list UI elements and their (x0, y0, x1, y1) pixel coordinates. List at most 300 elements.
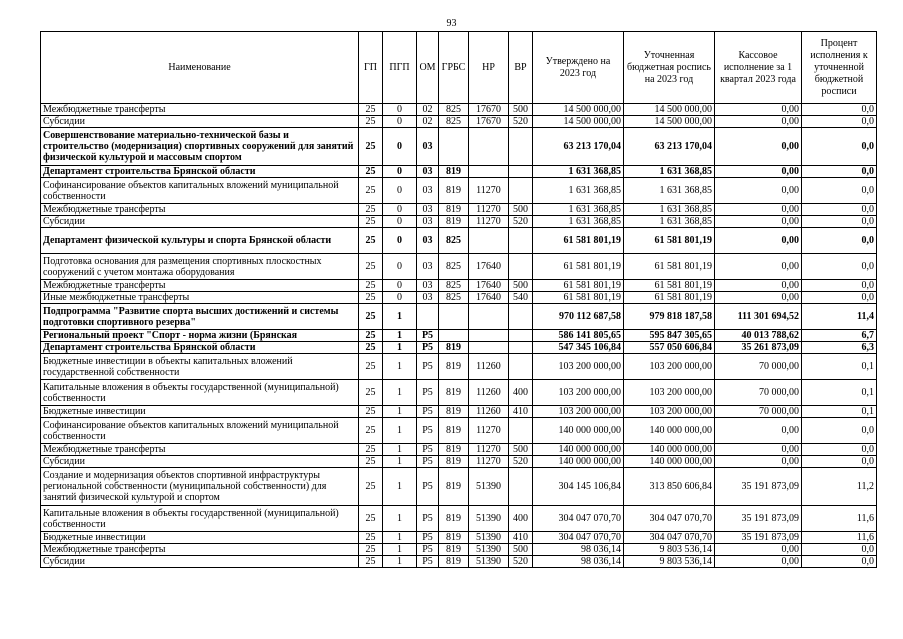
cell-pgp: 1 (383, 406, 417, 418)
cell-om: P5 (417, 468, 439, 506)
cell-gp: 25 (359, 380, 383, 406)
cell-grbs (439, 330, 469, 342)
cell-name: Межбюджетные трансферты (41, 544, 359, 556)
cell-refined: 1 631 368,85 (624, 216, 715, 228)
cell-refined: 61 581 801,19 (624, 254, 715, 280)
cell-om: 03 (417, 280, 439, 292)
cell-cash: 40 013 788,62 (715, 330, 802, 342)
cell-grbs: 819 (439, 444, 469, 456)
cell-om: P5 (417, 418, 439, 444)
table-row (41, 280, 877, 292)
cell-approved: 61 581 801,19 (533, 254, 624, 280)
cell-gp: 25 (359, 444, 383, 456)
cell-approved: 970 112 687,58 (533, 304, 624, 330)
cell-cash: 0,00 (715, 204, 802, 216)
cell-om: 03 (417, 254, 439, 280)
cell-name: Региональный проект "Спорт - норма жизни (Брянская (41, 330, 359, 342)
cell-np (469, 342, 509, 354)
table-row (41, 254, 877, 280)
cell-pgp: 0 (383, 292, 417, 304)
cell-name: Департамент строительства Брянской области (41, 342, 359, 354)
cell-grbs (439, 304, 469, 330)
cell-gp: 25 (359, 406, 383, 418)
cell-name: Софинансирование объектов капитальных вложений муниципальной собственности (41, 178, 359, 204)
cell-percent: 0,0 (802, 104, 877, 116)
cell-refined: 61 581 801,19 (624, 280, 715, 292)
cell-percent: 0,0 (802, 228, 877, 254)
cell-np: 51390 (469, 532, 509, 544)
cell-pgp: 1 (383, 544, 417, 556)
cell-gp: 25 (359, 354, 383, 380)
cell-grbs: 819 (439, 178, 469, 204)
cell-approved: 547 345 106,84 (533, 342, 624, 354)
cell-om: 02 (417, 116, 439, 128)
cell-percent: 0,0 (802, 456, 877, 468)
header-cash: Кассовое исполнение за 1 квартал 2023 года (715, 32, 802, 104)
cell-name: Бюджетные инвестиции в объекты капитальных вложений государственной собственности (41, 354, 359, 380)
cell-approved: 1 631 368,85 (533, 204, 624, 216)
cell-grbs: 825 (439, 254, 469, 280)
cell-approved: 1 631 368,85 (533, 216, 624, 228)
cell-percent: 0,0 (802, 128, 877, 166)
cell-gp: 25 (359, 128, 383, 166)
cell-cash: 0,00 (715, 456, 802, 468)
table-row (41, 116, 877, 128)
cell-refined: 557 050 606,84 (624, 342, 715, 354)
cell-pgp: 1 (383, 506, 417, 532)
cell-pgp: 1 (383, 556, 417, 568)
cell-cash: 70 000,00 (715, 380, 802, 406)
cell-cash: 35 191 873,09 (715, 506, 802, 532)
cell-approved: 586 141 805,65 (533, 330, 624, 342)
cell-grbs: 825 (439, 104, 469, 116)
cell-vr: 520 (509, 456, 533, 468)
table-row (41, 342, 877, 354)
cell-np: 51390 (469, 544, 509, 556)
cell-cash: 0,00 (715, 216, 802, 228)
cell-om: 03 (417, 178, 439, 204)
cell-om: 02 (417, 104, 439, 116)
cell-vr (509, 330, 533, 342)
cell-gp: 25 (359, 556, 383, 568)
cell-name: Подпрограмма "Развитие спорта высших достижений и системы подготовки спортивного резерва" (41, 304, 359, 330)
cell-gp: 25 (359, 204, 383, 216)
cell-pgp: 0 (383, 178, 417, 204)
cell-gp: 25 (359, 342, 383, 354)
cell-grbs: 825 (439, 116, 469, 128)
cell-refined: 61 581 801,19 (624, 292, 715, 304)
cell-pgp: 0 (383, 216, 417, 228)
cell-approved: 61 581 801,19 (533, 280, 624, 292)
cell-om: P5 (417, 556, 439, 568)
cell-gp: 25 (359, 330, 383, 342)
cell-approved: 14 500 000,00 (533, 116, 624, 128)
cell-refined: 140 000 000,00 (624, 444, 715, 456)
cell-approved: 103 200 000,00 (533, 354, 624, 380)
cell-np (469, 128, 509, 166)
header-approved: Утверждено на 2023 год (533, 32, 624, 104)
table-row (41, 506, 877, 532)
cell-grbs: 819 (439, 380, 469, 406)
cell-grbs: 819 (439, 544, 469, 556)
cell-percent: 0,0 (802, 178, 877, 204)
header-name: Наименование (41, 32, 359, 104)
cell-name: Межбюджетные трансферты (41, 444, 359, 456)
cell-grbs (439, 128, 469, 166)
table-row (41, 556, 877, 568)
table-row (41, 532, 877, 544)
cell-grbs: 819 (439, 166, 469, 178)
cell-np: 17640 (469, 254, 509, 280)
cell-refined: 103 200 000,00 (624, 380, 715, 406)
cell-percent: 11,2 (802, 468, 877, 506)
cell-name: Межбюджетные трансферты (41, 104, 359, 116)
cell-grbs: 819 (439, 216, 469, 228)
cell-np (469, 228, 509, 254)
cell-cash: 0,00 (715, 116, 802, 128)
header-gp: ГП (359, 32, 383, 104)
cell-pgp: 1 (383, 532, 417, 544)
cell-approved: 98 036,14 (533, 544, 624, 556)
table-row (41, 354, 877, 380)
table-row (41, 380, 877, 406)
cell-gp: 25 (359, 254, 383, 280)
cell-approved: 14 500 000,00 (533, 104, 624, 116)
cell-percent: 0,1 (802, 354, 877, 380)
header-refined: Уточненная бюджетная роспись на 2023 год (624, 32, 715, 104)
cell-pgp: 0 (383, 128, 417, 166)
cell-percent: 0,0 (802, 280, 877, 292)
cell-cash: 0,00 (715, 254, 802, 280)
cell-om: P5 (417, 506, 439, 532)
table-row (41, 544, 877, 556)
cell-refined: 9 803 536,14 (624, 544, 715, 556)
cell-pgp: 1 (383, 418, 417, 444)
cell-vr: 520 (509, 556, 533, 568)
header-grbs: ГРБС (439, 32, 469, 104)
cell-om: 03 (417, 228, 439, 254)
cell-cash: 0,00 (715, 556, 802, 568)
cell-om: P5 (417, 444, 439, 456)
cell-approved: 304 047 070,70 (533, 506, 624, 532)
cell-om: 03 (417, 292, 439, 304)
cell-name: Департамент строительства Брянской области (41, 166, 359, 178)
cell-cash: 0,00 (715, 280, 802, 292)
cell-np: 51390 (469, 468, 509, 506)
table-row (41, 456, 877, 468)
cell-cash: 70 000,00 (715, 406, 802, 418)
cell-vr (509, 178, 533, 204)
cell-pgp: 1 (383, 304, 417, 330)
cell-percent: 11,6 (802, 506, 877, 532)
cell-grbs: 825 (439, 228, 469, 254)
cell-np: 17640 (469, 292, 509, 304)
cell-vr: 500 (509, 104, 533, 116)
cell-grbs: 819 (439, 204, 469, 216)
cell-vr: 410 (509, 532, 533, 544)
cell-pgp: 1 (383, 468, 417, 506)
cell-approved: 140 000 000,00 (533, 444, 624, 456)
cell-grbs: 819 (439, 406, 469, 418)
cell-percent: 0,0 (802, 216, 877, 228)
table-body (41, 104, 877, 568)
cell-grbs: 825 (439, 280, 469, 292)
cell-om (417, 304, 439, 330)
cell-percent: 0,0 (802, 418, 877, 444)
cell-vr (509, 354, 533, 380)
table-row (41, 292, 877, 304)
cell-cash: 111 301 694,52 (715, 304, 802, 330)
cell-vr: 520 (509, 216, 533, 228)
header-percent: Процент исполнения к уточненной бюджетной росписи (802, 32, 877, 104)
cell-approved: 61 581 801,19 (533, 292, 624, 304)
cell-grbs: 825 (439, 292, 469, 304)
cell-om: P5 (417, 456, 439, 468)
cell-np: 17670 (469, 104, 509, 116)
cell-cash: 35 191 873,09 (715, 532, 802, 544)
cell-percent: 0,0 (802, 544, 877, 556)
cell-pgp: 0 (383, 254, 417, 280)
cell-cash: 35 191 873,09 (715, 468, 802, 506)
cell-np: 51390 (469, 556, 509, 568)
cell-approved: 304 145 106,84 (533, 468, 624, 506)
page-number: 93 (446, 18, 457, 29)
cell-refined: 140 000 000,00 (624, 418, 715, 444)
cell-om: 03 (417, 204, 439, 216)
cell-percent: 0,0 (802, 292, 877, 304)
cell-gp: 25 (359, 292, 383, 304)
cell-grbs: 819 (439, 506, 469, 532)
cell-vr: 410 (509, 406, 533, 418)
table-row (41, 178, 877, 204)
header-om: ОМ (417, 32, 439, 104)
table-row (41, 166, 877, 178)
cell-name: Департамент физической культуры и спорта Брянской области (41, 228, 359, 254)
cell-pgp: 0 (383, 204, 417, 216)
cell-vr (509, 254, 533, 280)
cell-om: P5 (417, 406, 439, 418)
table-row (41, 406, 877, 418)
cell-name: Капитальные вложения в объекты государственной (муниципальной) собственности (41, 380, 359, 406)
cell-vr: 520 (509, 116, 533, 128)
cell-np (469, 330, 509, 342)
cell-vr: 400 (509, 506, 533, 532)
header-vr: ВР (509, 32, 533, 104)
cell-approved: 1 631 368,85 (533, 178, 624, 204)
table-row (41, 418, 877, 444)
cell-np: 11270 (469, 456, 509, 468)
cell-vr (509, 342, 533, 354)
cell-name: Капитальные вложения в объекты государственной (муниципальной) собственности (41, 506, 359, 532)
cell-approved: 63 213 170,04 (533, 128, 624, 166)
cell-refined: 103 200 000,00 (624, 354, 715, 380)
table-row (41, 444, 877, 456)
table-row (41, 468, 877, 506)
cell-np: 17640 (469, 280, 509, 292)
cell-approved: 61 581 801,19 (533, 228, 624, 254)
cell-cash: 0,00 (715, 544, 802, 556)
cell-np: 11270 (469, 444, 509, 456)
cell-grbs: 819 (439, 342, 469, 354)
cell-pgp: 1 (383, 456, 417, 468)
cell-refined: 63 213 170,04 (624, 128, 715, 166)
cell-pgp: 1 (383, 380, 417, 406)
cell-percent: 11,4 (802, 304, 877, 330)
cell-om: P5 (417, 354, 439, 380)
cell-percent: 6,7 (802, 330, 877, 342)
table-header-row (41, 32, 877, 104)
cell-vr: 500 (509, 204, 533, 216)
budget-execution-table (40, 31, 877, 568)
cell-vr (509, 166, 533, 178)
table-row (41, 128, 877, 166)
table-row (41, 228, 877, 254)
cell-name: Софинансирование объектов капитальных вложений муниципальной собственности (41, 418, 359, 444)
cell-gp: 25 (359, 544, 383, 556)
cell-gp: 25 (359, 280, 383, 292)
cell-om: P5 (417, 532, 439, 544)
cell-name: Субсидии (41, 556, 359, 568)
cell-vr: 500 (509, 280, 533, 292)
cell-pgp: 0 (383, 116, 417, 128)
cell-percent: 0,1 (802, 380, 877, 406)
cell-pgp: 1 (383, 330, 417, 342)
cell-vr: 400 (509, 380, 533, 406)
cell-name: Субсидии (41, 116, 359, 128)
cell-percent: 11,6 (802, 532, 877, 544)
cell-name: Бюджетные инвестиции (41, 532, 359, 544)
cell-pgp: 1 (383, 354, 417, 380)
cell-percent: 0,0 (802, 166, 877, 178)
header-np: НР (469, 32, 509, 104)
cell-cash: 35 261 873,09 (715, 342, 802, 354)
cell-gp: 25 (359, 216, 383, 228)
table-row (41, 204, 877, 216)
cell-vr: 540 (509, 292, 533, 304)
cell-gp: 25 (359, 456, 383, 468)
cell-grbs: 819 (439, 418, 469, 444)
cell-cash: 0,00 (715, 292, 802, 304)
cell-percent: 0,0 (802, 556, 877, 568)
cell-np: 11270 (469, 216, 509, 228)
cell-np: 11260 (469, 354, 509, 380)
cell-vr (509, 128, 533, 166)
cell-name: Субсидии (41, 456, 359, 468)
cell-approved: 98 036,14 (533, 556, 624, 568)
cell-pgp: 0 (383, 104, 417, 116)
cell-gp: 25 (359, 468, 383, 506)
cell-refined: 1 631 368,85 (624, 166, 715, 178)
cell-name: Бюджетные инвестиции (41, 406, 359, 418)
cell-grbs: 819 (439, 532, 469, 544)
cell-vr (509, 468, 533, 506)
cell-refined: 979 818 187,58 (624, 304, 715, 330)
header-pgp: ПГП (383, 32, 417, 104)
cell-gp: 25 (359, 228, 383, 254)
cell-name: Создание и модернизация объектов спортивной инфраструктуры региональной собственности (муниципальной собственности) для занятий физической культурой и спортом (41, 468, 359, 506)
cell-cash: 0,00 (715, 104, 802, 116)
cell-approved: 1 631 368,85 (533, 166, 624, 178)
cell-cash: 0,00 (715, 128, 802, 166)
cell-np (469, 166, 509, 178)
cell-grbs: 819 (439, 456, 469, 468)
cell-name: Межбюджетные трансферты (41, 204, 359, 216)
cell-om: P5 (417, 342, 439, 354)
table-row (41, 104, 877, 116)
cell-name: Межбюджетные трансферты (41, 280, 359, 292)
cell-vr (509, 228, 533, 254)
cell-om: P5 (417, 380, 439, 406)
cell-name: Иные межбюджетные трансферты (41, 292, 359, 304)
cell-refined: 9 803 536,14 (624, 556, 715, 568)
cell-om: 03 (417, 128, 439, 166)
cell-vr: 500 (509, 444, 533, 456)
cell-cash: 0,00 (715, 228, 802, 254)
cell-gp: 25 (359, 506, 383, 532)
cell-gp: 25 (359, 166, 383, 178)
cell-pgp: 0 (383, 228, 417, 254)
cell-grbs: 819 (439, 468, 469, 506)
cell-cash: 0,00 (715, 166, 802, 178)
cell-gp: 25 (359, 178, 383, 204)
cell-refined: 103 200 000,00 (624, 406, 715, 418)
cell-grbs: 819 (439, 556, 469, 568)
cell-om: 03 (417, 216, 439, 228)
cell-vr (509, 304, 533, 330)
cell-np: 11270 (469, 418, 509, 444)
cell-approved: 103 200 000,00 (533, 380, 624, 406)
cell-refined: 1 631 368,85 (624, 204, 715, 216)
cell-cash: 0,00 (715, 178, 802, 204)
cell-np: 11270 (469, 178, 509, 204)
cell-percent: 0,0 (802, 254, 877, 280)
cell-cash: 0,00 (715, 444, 802, 456)
cell-name: Совершенствование материально-технической базы и строительство (модернизация) спортивных сооружений для занятий физической культурой и массовым спортом (41, 128, 359, 166)
cell-refined: 61 581 801,19 (624, 228, 715, 254)
cell-refined: 14 500 000,00 (624, 116, 715, 128)
cell-approved: 304 047 070,70 (533, 532, 624, 544)
cell-name: Подготовка основания для размещения спортивных плоскостных сооружений с учетом монтажа оборудования (41, 254, 359, 280)
cell-grbs: 819 (439, 354, 469, 380)
cell-refined: 313 850 606,84 (624, 468, 715, 506)
cell-np: 51390 (469, 506, 509, 532)
cell-percent: 0,0 (802, 204, 877, 216)
cell-gp: 25 (359, 304, 383, 330)
cell-approved: 103 200 000,00 (533, 406, 624, 418)
table-row (41, 216, 877, 228)
cell-percent: 0,1 (802, 406, 877, 418)
cell-percent: 0,0 (802, 444, 877, 456)
cell-approved: 140 000 000,00 (533, 456, 624, 468)
cell-gp: 25 (359, 104, 383, 116)
cell-pgp: 0 (383, 166, 417, 178)
cell-gp: 25 (359, 418, 383, 444)
cell-name: Субсидии (41, 216, 359, 228)
cell-pgp: 0 (383, 280, 417, 292)
table-row (41, 330, 877, 342)
cell-refined: 595 847 305,65 (624, 330, 715, 342)
cell-np: 17670 (469, 116, 509, 128)
cell-percent: 0,0 (802, 116, 877, 128)
cell-refined: 1 631 368,85 (624, 178, 715, 204)
cell-np: 11260 (469, 380, 509, 406)
cell-np: 11270 (469, 204, 509, 216)
cell-cash: 70 000,00 (715, 354, 802, 380)
cell-vr (509, 418, 533, 444)
cell-np: 11260 (469, 406, 509, 418)
cell-refined: 304 047 070,70 (624, 506, 715, 532)
cell-pgp: 1 (383, 342, 417, 354)
